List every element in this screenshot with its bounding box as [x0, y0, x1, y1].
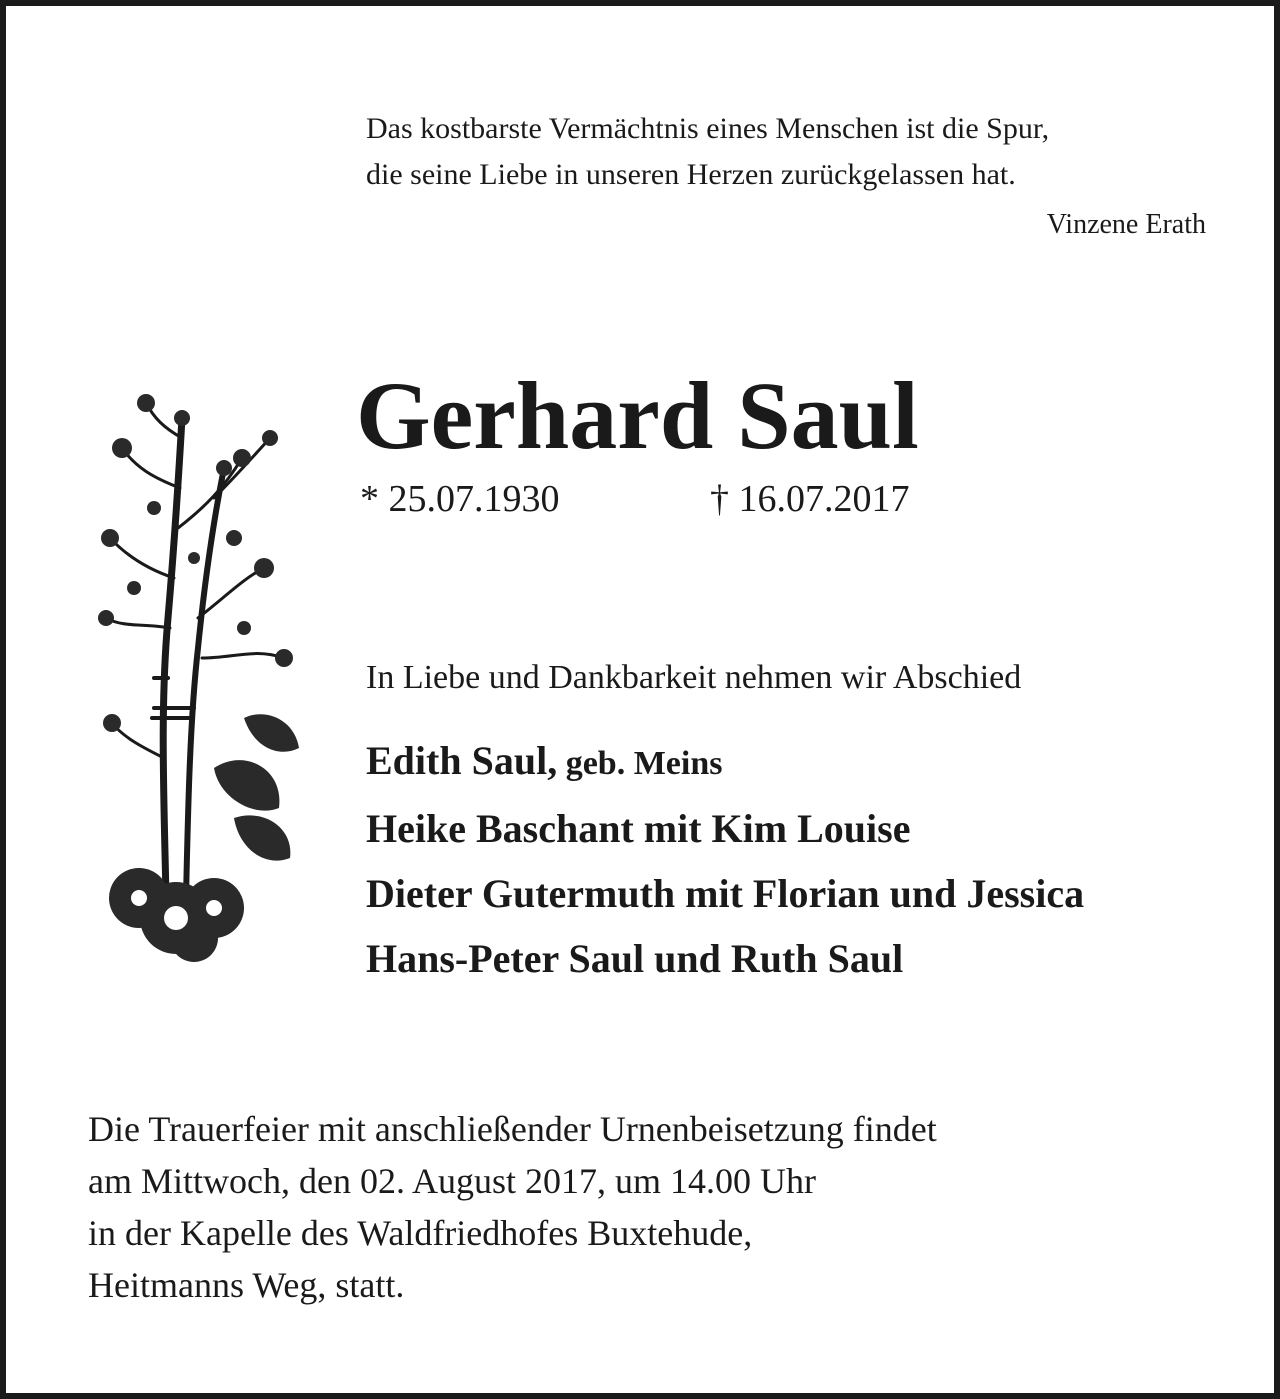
- mourner-maiden-name: geb. Meins: [557, 745, 723, 782]
- service-line-2: am Mittwoch, den 02. August 2017, um 14.00 Uhr: [88, 1161, 816, 1201]
- mourner-name: Edith Saul,: [366, 738, 558, 783]
- quote-line-1: Das kostbarste Vermächtnis eines Menschen ist die Spur,: [366, 112, 1050, 145]
- deceased-name: Gerhard Saul: [356, 362, 919, 469]
- mourner-line: [366, 728, 1084, 796]
- quote-line-2: die seine Liebe in unseren Herzen zurückgelassen hat.: [366, 158, 1016, 191]
- mourners-list: [366, 728, 1084, 991]
- mourner-line: Heike Baschant mit Kim Louise: [366, 806, 911, 851]
- service-line-4: Heitmanns Weg, statt.: [88, 1265, 405, 1305]
- flowering-branch-icon: [94, 378, 324, 968]
- farewell-text: In Liebe und Dankbarkeit nehmen wir Abschied: [366, 659, 1022, 696]
- service-line-1: Die Trauerfeier mit anschließender Urnenbeisetzung findet: [88, 1109, 937, 1149]
- death-date: † 16.07.2017: [710, 478, 910, 520]
- funeral-service-info: [88, 1103, 937, 1311]
- mourner-line: Dieter Gutermuth mit Florian und Jessica: [366, 871, 1085, 916]
- memorial-quote: [366, 106, 1206, 248]
- birth-date: * 25.07.1930: [360, 478, 560, 520]
- service-line-3: in der Kapelle des Waldfriedhofes Buxtehude,: [88, 1213, 753, 1253]
- quote-author: Vinzene Erath: [1046, 209, 1206, 240]
- mourner-line: Hans-Peter Saul und Ruth Saul: [366, 936, 904, 981]
- life-dates: [360, 476, 910, 522]
